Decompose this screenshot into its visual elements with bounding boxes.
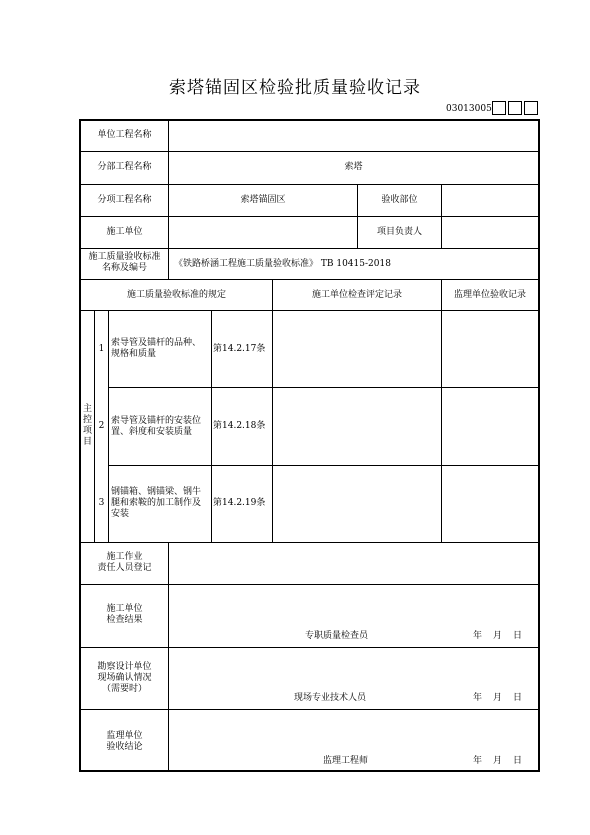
site-tech-label: 现场专业技术人员: [294, 693, 367, 703]
division-field[interactable]: 索塔: [344, 162, 363, 172]
worker-registration-field[interactable]: [169, 543, 538, 584]
item-description: 钢锚箱、钢锚梁、钢牛 腿和索鞍的加工制作及 安装: [111, 487, 202, 519]
row-line: [79, 279, 540, 280]
code-box-1[interactable]: [492, 101, 506, 115]
day-label: 日: [513, 756, 523, 766]
row-line: [79, 248, 540, 249]
item-supervisor-record-cell[interactable]: [442, 388, 538, 465]
row-line: [79, 151, 540, 152]
item-contractor-record-cell[interactable]: [273, 466, 441, 542]
supervision-engineer-label: 监理工程师: [323, 756, 369, 766]
table-border-bottom: [79, 770, 540, 772]
row-line: [79, 584, 540, 585]
worker-registration-label: 施工作业 责任人员登记: [97, 552, 152, 573]
month-label: 月: [493, 693, 503, 703]
item-description: 索导管及锚杆的安装位 置、斜度和安装质量: [111, 416, 202, 437]
unit-project-label: 单位工程名称: [97, 130, 152, 140]
item-supervisor-record-cell[interactable]: [442, 311, 538, 387]
supervision-conclusion-label: 监理单位 验收结论: [106, 731, 143, 752]
item-description: 索导管及锚杆的品种、 规格和质量: [111, 338, 202, 359]
col-line: [357, 184, 358, 248]
header-supervisor-record: 监理单位验收记录: [453, 290, 526, 300]
design-unit-label: 勘察设计单位 现场确认情况 （需要时）: [97, 662, 152, 694]
contractor-label: 施工单位: [106, 227, 143, 237]
col-line: [211, 310, 212, 542]
acceptance-part-label: 验收部位: [381, 195, 418, 205]
standard-label: [81, 252, 168, 274]
subitem-field[interactable]: 索塔锚固区: [240, 195, 286, 205]
form-code: 03013005: [446, 104, 492, 114]
project-leader-label: 项目负责人: [376, 227, 422, 237]
subitem-label: 分项工程名称: [97, 195, 152, 205]
qa-inspector-label: 专职质量检查员: [305, 631, 369, 641]
header-contractor-check: 施工单位检查评定记录: [311, 290, 402, 300]
row-line: [79, 184, 540, 185]
standard-label-line-1: 施工质量验收标准: [88, 252, 161, 262]
year-label: 年: [473, 631, 483, 641]
code-box-2[interactable]: [508, 101, 522, 115]
day-label: 日: [513, 631, 523, 641]
item-supervisor-record-cell[interactable]: [442, 466, 538, 542]
col-line: [441, 184, 442, 248]
main-control-label: 主 控 项 目: [82, 404, 92, 447]
month-label: 月: [493, 631, 503, 641]
row-line: [79, 709, 540, 710]
item-clause: 第14.2.18条: [213, 421, 266, 431]
page-title: 索塔锚固区检验批质量验收记录: [169, 78, 421, 98]
item-number: 2: [98, 421, 105, 431]
table-border-top: [79, 119, 540, 121]
year-label: 年: [473, 756, 483, 766]
division-label: 分部工程名称: [97, 162, 152, 172]
standard-value: 《铁路桥涵工程施工质量验收标准》 TB 10415-2018: [174, 259, 391, 269]
item-number: 1: [98, 344, 105, 354]
contractor-result-label: 施工单位 检查结果: [106, 604, 143, 625]
item-contractor-record-cell[interactable]: [273, 311, 441, 387]
day-label: 日: [513, 693, 523, 703]
code-box-3[interactable]: [524, 101, 538, 115]
header-spec: 施工质量验收标准的规定: [126, 290, 226, 300]
year-label: 年: [473, 693, 483, 703]
item-clause: 第14.2.19条: [213, 498, 266, 508]
item-number: 3: [98, 498, 105, 508]
item-contractor-record-cell[interactable]: [273, 388, 441, 465]
col-line: [108, 310, 109, 542]
standard-label-line-2: 名称及编号: [101, 263, 147, 273]
row-line: [79, 216, 540, 217]
month-label: 月: [493, 756, 503, 766]
row-line: [79, 647, 540, 648]
item-clause: 第14.2.17条: [213, 344, 266, 354]
